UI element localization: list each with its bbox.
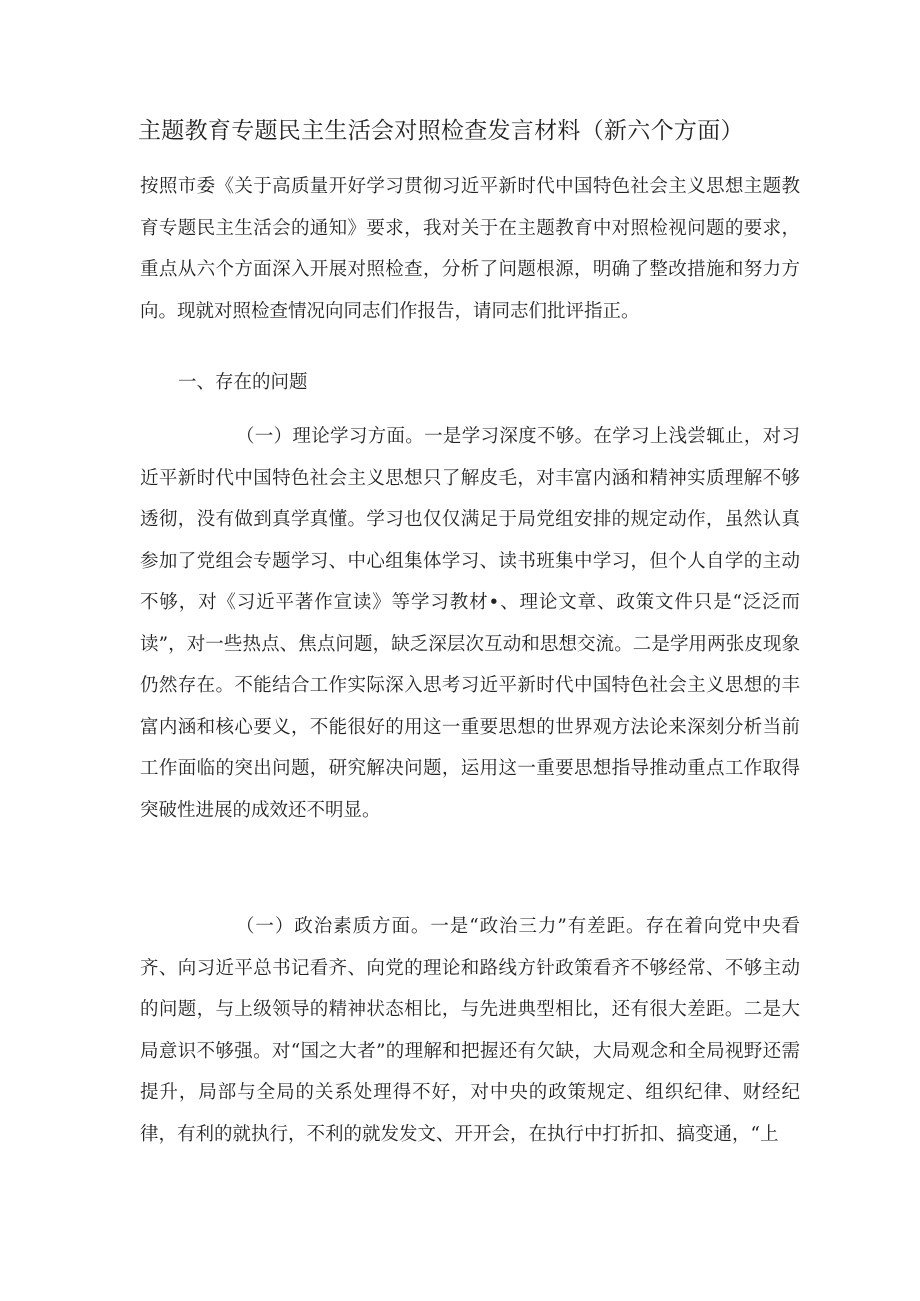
intro-paragraph: 按照市委《关于高质量开好学习贯彻习近平新时代中国特色社会主义思想主题教育专题民主生活会的通知》要求，我对关于在主题教育中对照检视问题的要求，重点从六个方面深入开展对照检查，分析了问题根源，明确了整改措施和努力方向。现就对照检查情况向同志们作报告，请同志们批评指正。 [140,176,800,322]
political-quality-paragraph: （一）政治素质方面。一是“政治三力”有差距。存在着向党中央看齐、向习近平总书记看齐、向党的理论和路线方针政策看齐不够经常、不够主动的问题，与上级领导的精神状态相比，与先进典型相比，还有很大差距。二是大局意识不够强。对“国之大者”的理解和把握还有欠缺，大局观念和全局视野还需提升，局部与全局的关系处理得不好，对中央的政策规定、组织纪律、财经纪律，有利的就执行，不利的就发发文、开开会，在执行中打折扣、搞变通，“上 [140,916,800,1145]
theory-study-paragraph: （一）理论学习方面。一是学习深度不够。在学习上浅尝辄止，对习近平新时代中国特色社会主义思想只了解皮毛，对丰富内涵和精神实质理解不够透彻，没有做到真学真懂。学习也仅仅满足于局党组安排的规定动作，虽然认真参加了党组会专题学习、中心组集体学习、读书班集中学习，但个人自学的主动不够，对《习近平著作宣读》等学习教材•、理论文章、政策文件只是“泛泛而读”，对一些热点、焦点问题，缺乏深层次互动和思想交流。二是学用两张皮现象仍然存在。不能结合工作实际深入思考习近平新时代中国特色社会主义思想的丰富内涵和核心要义，不能很好的用这一重要思想的世界观方法论来深刻分析当前工作面临的突出问题，研究解决问题，运用这一重要思想指导推动重点工作取得突破性进展的成效还不明显。 [140,426,800,821]
document-title: 主题教育专题民主生活会对照检查发言材料（新六个方面） [138,118,744,144]
section-heading-problems: 一、存在的问题 [178,372,308,393]
